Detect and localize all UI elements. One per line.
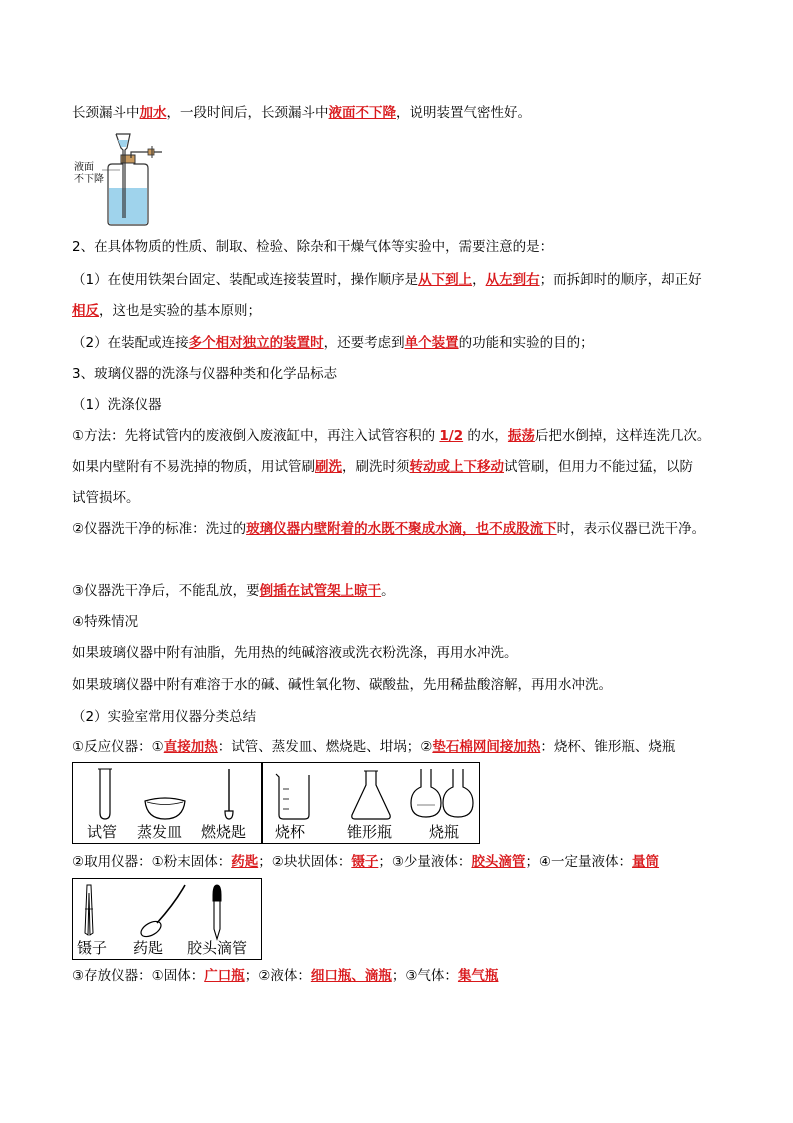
highlight: 多个相对独立的装置时	[188, 335, 324, 351]
text: ③存放仪器：①固体：	[72, 968, 205, 984]
text: 后把水倒掉，这样连洗几次。	[534, 428, 711, 444]
caption: 胶头滴管	[187, 939, 248, 957]
text: ：试管、蒸发皿、燃烧匙、坩埚；②	[217, 739, 433, 755]
highlight: 药匙	[231, 854, 259, 870]
text: ②取用仪器：①粉末固体：	[72, 854, 232, 870]
text: ②仪器洗干净的标准：洗过的	[72, 521, 247, 537]
highlight: 从下到上	[418, 272, 473, 288]
para-8	[72, 426, 710, 446]
highlight: 倒插在试管架上晾干	[259, 583, 382, 599]
para-16: （2）实验室常用仪器分类总结	[72, 709, 257, 725]
highlight: 量筒	[632, 854, 660, 870]
highlight: 振荡	[507, 428, 535, 444]
para-11	[72, 519, 705, 539]
highlight: 直接加热	[163, 739, 218, 755]
caption: 试管	[87, 823, 118, 841]
text: ③仪器洗干净后，不能乱放，要	[72, 583, 260, 599]
tweezers-drawing	[79, 883, 99, 939]
para-3	[72, 270, 702, 290]
para-17	[72, 737, 675, 757]
heating-instruments-figure	[72, 762, 262, 844]
text: ；②块状固体：	[258, 854, 352, 870]
text: 的水，	[463, 428, 508, 444]
text: ①方法：先将试管内的废液倒入废液缸中，再注入试管容积的	[72, 428, 440, 444]
highlight: 1/2	[439, 428, 464, 444]
label-line1: 液面	[74, 162, 94, 173]
text: 的功能和实验的目的；	[458, 335, 594, 351]
para-19	[72, 966, 498, 986]
text: ，这也是实验的基本原则；	[99, 303, 261, 319]
caption: 锥形瓶	[347, 823, 393, 841]
text: 长颈漏斗中	[72, 105, 140, 121]
apparatus-figure	[72, 128, 172, 228]
caption: 镊子	[77, 939, 108, 957]
evaporating-dish-drawing	[143, 793, 187, 823]
text: ，刷洗时须	[342, 459, 410, 475]
deflagrating-spoon-drawing	[219, 767, 239, 822]
dropper-drawing	[207, 883, 227, 941]
highlight: 玻璃仪器内壁附着的水既不聚成水滴，也不成股流下	[246, 521, 557, 537]
highlight: 广口瓶	[204, 968, 245, 984]
beaker-drawing	[273, 771, 313, 821]
highlight: 单个装置	[404, 335, 459, 351]
text: （2）在装配或连接	[72, 335, 189, 351]
text: （1）在使用铁架台固定、装配或连接装置时，操作顺序是	[72, 272, 419, 288]
text: ；②液体：	[244, 968, 311, 984]
text: 。	[381, 583, 395, 599]
para-14: 如果玻璃仪器中附有油脂，先用热的纯碱溶液或洗衣粉洗涤，再用水冲洗。	[72, 645, 518, 661]
highlight: 垫石棉网间接加热	[432, 739, 541, 755]
highlight: 液面不下降	[328, 105, 396, 121]
text: ，	[472, 272, 486, 288]
text: ；③少量液体：	[378, 854, 472, 870]
test-tube-drawing	[95, 767, 115, 822]
highlight: 刷洗	[315, 459, 342, 475]
highlight: 镊子	[351, 854, 379, 870]
para-6: 3、玻璃仪器的洗涤与仪器种类和化学品标志	[72, 366, 338, 382]
text: 如果内壁附有不易洗掉的物质，用试管刷	[72, 459, 315, 475]
para-15: 如果玻璃仪器中附有难溶于水的碱、碱性氧化物、碳酸盐，先用稀盐酸溶解，再用水冲洗。	[72, 677, 612, 693]
para-18	[72, 852, 659, 872]
text: ，还要考虑到	[323, 335, 405, 351]
text: ；③气体：	[391, 968, 458, 984]
flask-pair-drawing	[409, 767, 475, 821]
text: ，一段时间后，长颈漏斗中	[166, 105, 329, 121]
label-line2: 不下降	[74, 174, 104, 185]
indirect-heating-instruments-figure	[262, 762, 480, 844]
highlight: 相反	[72, 303, 99, 319]
highlight: 加水	[139, 105, 167, 121]
caption: 药匙	[133, 939, 164, 957]
text: ，说明装置气密性好。	[396, 105, 531, 121]
para-4	[72, 301, 261, 321]
para-13: ④特殊情况	[72, 614, 139, 630]
para-10: 试管损坏。	[72, 490, 140, 506]
caption: 烧杯	[275, 823, 306, 841]
taking-instruments-figure	[72, 878, 262, 960]
text: ①反应仪器：①	[72, 739, 164, 755]
text: ；④一定量液体：	[525, 854, 633, 870]
highlight: 从左到右	[485, 272, 540, 288]
caption: 燃烧匙	[201, 823, 247, 841]
para-2: 2、在具体物质的性质、制取、检验、除杂和干燥气体等实验中，需要注意的是：	[72, 239, 554, 255]
highlight: 细口瓶、滴瓶	[310, 968, 392, 984]
para-7: （1）洗涤仪器	[72, 397, 162, 413]
highlight: 集气瓶	[457, 968, 499, 984]
text: ；而拆卸时的顺序，却正好	[539, 272, 702, 288]
spatula-drawing	[135, 883, 195, 941]
conical-flask-drawing	[349, 769, 393, 821]
para-air-tightness	[72, 103, 531, 123]
para-9	[72, 457, 693, 477]
text: ：烧杯、锥形瓶、烧瓶	[540, 739, 676, 755]
para-12	[72, 581, 395, 601]
text: 时，表示仪器已洗干净。	[556, 521, 706, 537]
caption: 烧瓶	[429, 823, 460, 841]
text: 试管刷，但用力不能过猛，以防	[504, 459, 693, 475]
caption: 蒸发皿	[137, 823, 183, 841]
highlight: 胶头滴管	[471, 854, 526, 870]
bottle-drawing	[72, 128, 172, 228]
para-5	[72, 333, 594, 353]
highlight: 转动或上下移动	[409, 459, 504, 475]
